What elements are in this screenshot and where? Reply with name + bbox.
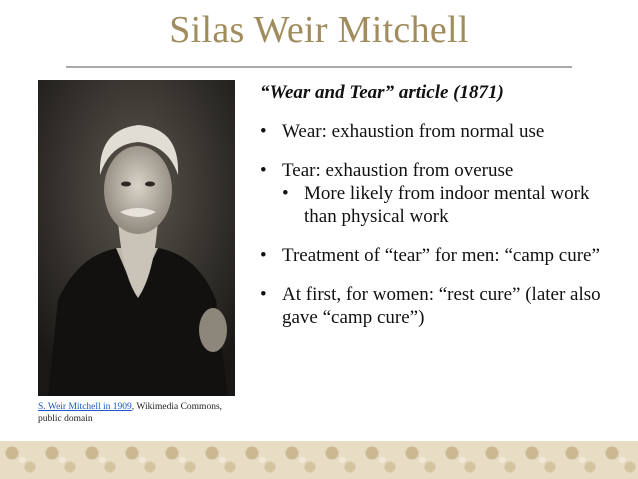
caption-attribution: , Wikimedia Commons, public domain [38, 402, 223, 424]
slide-title: Silas Weir Mitchell [169, 9, 469, 51]
photo-caption [38, 401, 243, 425]
bullet-item [260, 159, 625, 182]
bullet-dot: • [260, 284, 267, 305]
bullet-item [260, 244, 625, 267]
portrait-photo [38, 80, 235, 396]
bullet-item [260, 120, 625, 143]
bullet-item [260, 283, 625, 329]
sub-bullet-text: More likely from indoor mental work than physical work [304, 183, 590, 227]
bullet-dot: • [282, 183, 289, 204]
slide-content [260, 81, 625, 345]
article-subheading: “Wear and Tear” article (1871) [260, 82, 504, 103]
bullet-dot: • [260, 121, 267, 142]
bullet-text: Tear: exhaustion from overuse [282, 160, 514, 181]
sub-bullet-item [282, 182, 625, 228]
decorative-footer-band [0, 441, 638, 479]
bullet-dot: • [260, 160, 267, 181]
bullet-text: Wear: exhaustion from normal use [282, 121, 545, 142]
bullet-text: At first, for women: “rest cure” (later also gave “camp cure”) [282, 284, 601, 328]
bullet-dot: • [260, 245, 267, 266]
caption-source-link[interactable]: S. Weir Mitchell in 1909 [38, 402, 132, 412]
title-divider [66, 66, 572, 68]
bullet-text: Treatment of “tear” for men: “camp cure” [282, 245, 600, 266]
portrait-image [38, 80, 235, 396]
